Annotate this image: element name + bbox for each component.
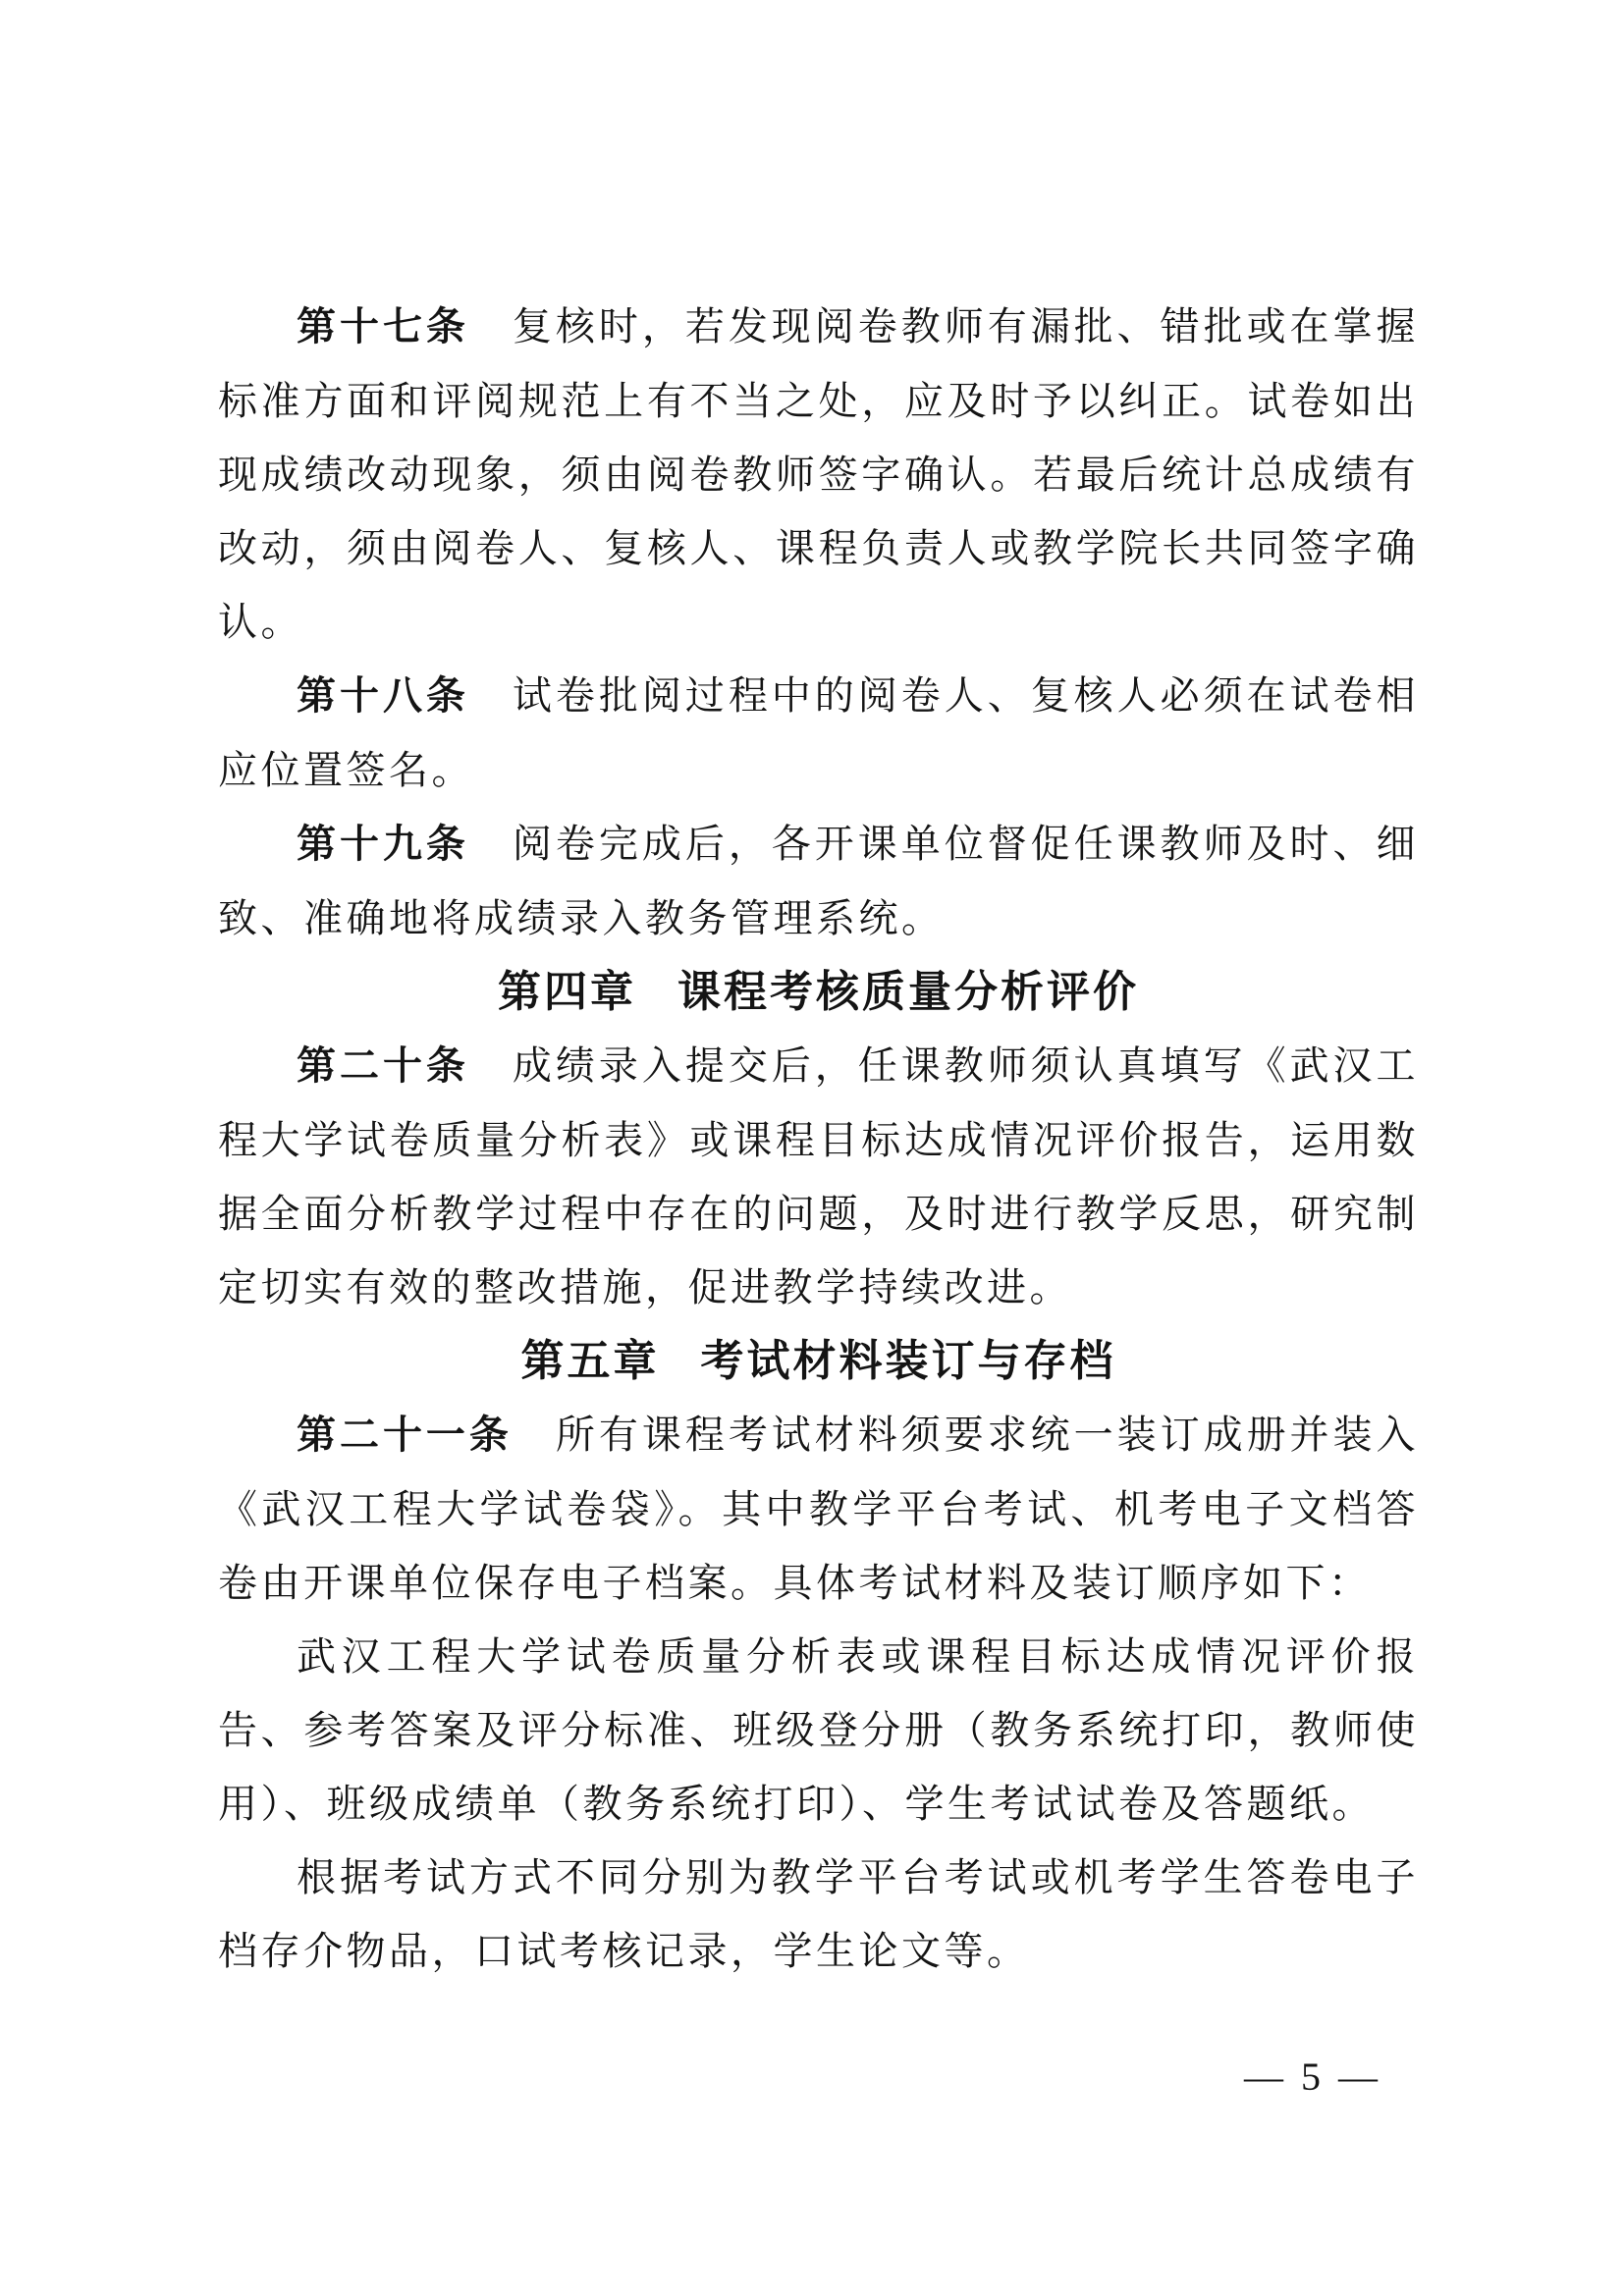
article-20-text: 成绩录入提交后，任课教师须认真填写《武汉工程大学试卷质量分析表》或课程目标达成情况评价报告，运用数据全面分析教学过程中存在的问题，及时进行教学反思，研究制定切实有效的整改措施，促进教学持续改进。 <box>218 1043 1420 1309</box>
article-18-text: 试卷批阅过程中的阅卷人、复核人必须在试卷相应位置签名。 <box>218 673 1420 792</box>
article-18-number: 第十八条 <box>297 674 469 718</box>
chapter-4-number: 第四章 <box>498 968 636 1016</box>
chapter-5-title: 考试材料装订与存档 <box>700 1337 1116 1385</box>
materials-list-paragraph <box>218 1620 1419 1841</box>
article-21-number: 第二十一条 <box>297 1414 513 1457</box>
exam-mode-text: 根据考试方式不同分别为教学平台考试或机考学生答卷电子档存介物品，口试考核记录，学生论文等。 <box>218 1855 1419 1973</box>
document-body <box>218 290 1419 1988</box>
chapter-5-number: 第五章 <box>520 1337 660 1385</box>
chapter-5-heading <box>218 1324 1419 1398</box>
article-18-paragraph <box>218 659 1419 807</box>
chapter-4-heading <box>218 955 1419 1029</box>
article-21-paragraph <box>218 1398 1419 1620</box>
exam-mode-paragraph <box>218 1841 1419 1988</box>
article-20-number: 第二十条 <box>297 1044 469 1088</box>
article-19-number: 第十九条 <box>297 823 469 866</box>
article-19-text: 阅卷完成后，各开课单位督促任课教师及时、细致、准确地将成绩录入教务管理系统。 <box>218 822 1420 940</box>
materials-list-text: 武汉工程大学试卷质量分析表或课程目标达成情况评价报告、参考答案及评分标准、班级登分册（教务系统打印，教师使用）、班级成绩单（教务系统打印）、学生考试试卷及答题纸。 <box>218 1634 1419 1826</box>
article-17-text: 复核时，若发现阅卷教师有漏批、错批或在掌握标准方面和评阅规范上有不当之处，应及时予以纠正。试卷如出现成绩改动现象，须由阅卷教师签字确认。若最后统计总成绩有改动，须由阅卷人、复核人、课程负责人或教学院长共同签字确认。 <box>218 304 1420 644</box>
page-number: — 5 — <box>1244 2055 1381 2099</box>
article-20-paragraph <box>218 1029 1419 1324</box>
article-19-paragraph <box>218 807 1419 955</box>
article-21-text: 所有课程考试材料须要求统一装订成册并装入《武汉工程大学试卷袋》。其中教学平台考试、机考电子文档答卷由开课单位保存电子档案。具体考试材料及装订顺序如下： <box>218 1413 1420 1605</box>
article-17-number: 第十七条 <box>297 305 469 348</box>
chapter-4-title: 课程考核质量分析评价 <box>677 968 1139 1016</box>
article-17-paragraph <box>218 290 1419 659</box>
